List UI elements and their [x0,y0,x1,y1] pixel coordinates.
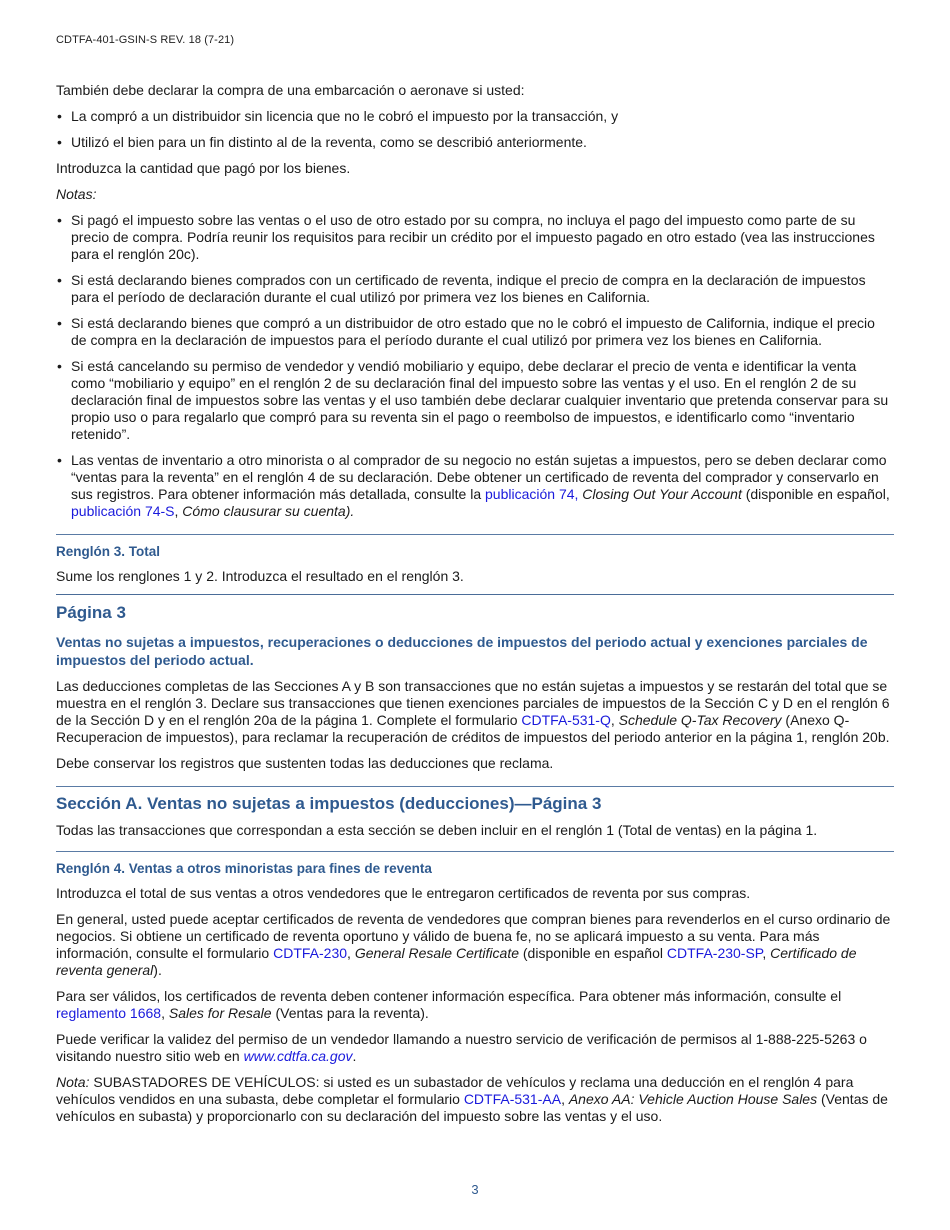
list-item: • La compró a un distribuidor sin licencia que no le cobró el impuesto por la transacción, y [56,108,894,125]
line4-paragraph: Introduzca el total de sus ventas a otros vendedores que le entregaron certificados de reventa por sus compras. [56,885,751,901]
document-body [56,82,894,1134]
line3-text: Sume los renglones 1 y 2. Introduzca el resultado en el renglón 3. [56,568,464,584]
regulation-1668-link[interactable]: reglamento 1668 [56,1005,162,1021]
cdtfa-531-q-link[interactable]: CDTFA-531-Q [521,712,611,728]
cdtfa-531-aa-link[interactable]: CDTFA-531-AA [463,1091,562,1107]
page3-heading: Página 3 [56,603,126,622]
divider [56,534,894,535]
page3-paragraph: Las deducciones completas de las Secciones A y B son transacciones que no están sujetas a impuestos y se restarán del total que se muestra en el renglón 3. Declare sus transacciones que tienen exenciones parciales de impuestos de la Sección C y D en el renglón 6 de la Sección D y en el renglón 20a de la página 1. Complete el formulario CDTFA-531-Q, Schedule Q-Tax Recovery (Anexo Q-Recuperacion de impuestos), para reclamar la recuperación de créditos de impuestos del periodo anterior en la página 1, renglón 20b. [56,678,890,745]
amount-instruction: Introduzca la cantidad que pagó por los bienes. [56,160,351,176]
line4-resale-paragraph: En general, usted puede aceptar certificados de reventa de vendedores que compran bienes para revenderlos en el curso ordinario de negocios. Si obtiene un certificado de reventa oportuno y válido de buena fe, no se aplicará impuesto a su venta. Para más información, consulte el formulario CDTFA-230, General Resale Certificate (disponible en español CDTFA-230-SP, Certificado de reventa general). [56,911,891,978]
line3-heading: Renglón 3. Total [56,544,160,559]
intro-bullet-list [56,108,894,151]
notes-list [56,212,894,520]
list-item: • Si pagó el impuesto sobre las ventas o el uso de otro estado por su compra, no incluya el pago del impuesto como parte de su precio de compra. Podría reunir los requisitos para recibir un crédito por el impuesto pagado en otro estado (vea las instrucciones para el renglón 20c). [56,212,894,263]
cdtfa-website-link[interactable]: www.cdtfa.ca.gov [243,1048,353,1064]
records-paragraph: Debe conservar los registros que sustenten todas las deducciones que reclama. [56,755,554,771]
list-item: • Utilizó el bien para un fin distinto al de la reventa, como se describió anteriormente. [56,134,894,151]
line4-validity-paragraph: Para ser válidos, los certificados de reventa deben contener información específica. Para obtener más información, consulte el reglamento 1668, Sales for Resale (Ventas para la reventa). [56,988,842,1021]
cdtfa-230-link[interactable]: CDTFA-230 [273,945,348,961]
list-item: • Las ventas de inventario a otro minorista o al comprador de su negocio no están sujetas a impuestos, pero se deben declarar como “ventas para la reventa” en el renglón 4 de su declaración. Debe obtener un certificado de reventa del comprador y conservarlo en sus registros. Para obtener información más detallada, consulte la publicación 74, Closing Out Your Account (disponible en español, publicación 74-S, Cómo clausurar su cuenta). [56,452,894,520]
divider [56,786,894,787]
publication-74s-link[interactable]: publicación 74-S [71,503,175,519]
list-item: • Si está cancelando su permiso de vendedor y vendió mobiliario y equipo, debe declarar el precio de venta e identificar la venta como “mobiliario y equipo” en el renglón 2 de su declaración final del impuesto sobre las ventas y el uso. En el renglón 2 de su declaración final de impuestos sobre las ventas y el uso también debe declarar cualquier inventario que pretenda conservar para su propio uso o para regalarlo que compró para su reventa sin el pago o reembolso de impuestos, e identificarlo como “inventario retenido”. [56,358,894,443]
section-a-text: Todas las transacciones que correspondan a esta sección se deben incluir en el renglón 1 (Total de ventas) en la página 1. [56,822,818,838]
cdtfa-230-sp-link[interactable]: CDTFA-230-SP [666,945,763,961]
publication-74-link[interactable]: publicación 74, [485,486,579,502]
line4-note-paragraph: Nota: SUBASTADORES DE VEHÍCULOS: si usted es un subastador de vehículos y reclama una deducción en el renglón 4 para vehículos vendidos en una subasta, debe completar el formulario CDTFA-531-AA, Anexo AA: Vehicle Auction House Sales (Ventas de vehículos en subasta) y proporcionarlo con su declaración del impuesto sobre las ventas y el uso. [56,1074,888,1124]
intro-paragraph: También debe declarar la compra de una embarcación o aeronave si usted: [56,82,525,98]
line4-heading: Renglón 4. Ventas a otros minoristas para fines de reventa [56,861,432,876]
list-item: • Si está declarando bienes comprados con un certificado de reventa, indique el precio de compra en la declaración de impuestos para el período de declaración durante el cual utilizó por primera vez los bienes en California. [56,272,894,306]
page3-subheading: Ventas no sujetas a impuestos, recuperaciones o deducciones de impuestos del periodo actual y exenciones parciales de impuestos del periodo actual. [56,634,868,668]
page-number: 3 [471,1182,479,1197]
divider [56,594,894,595]
notes-label: Notas: [56,186,97,202]
section-a-heading: Sección A. Ventas no sujetas a impuestos (deducciones)—Página 3 [56,794,602,813]
line4-verify-paragraph: Puede verificar la validez del permiso de un vendedor llamando a nuestro servicio de verificación de permisos al 1-888-225-5263 o visitando nuestro sitio web en www.cdtfa.ca.gov. [56,1031,867,1064]
divider [56,851,894,852]
form-id-header: CDTFA-401-GSIN-S REV. 18 (7-21) [56,34,235,46]
list-item: • Si está declarando bienes que compró a un distribuidor de otro estado que no le cobró el impuesto de California, indique el precio de compra en la declaración de impuestos para el período durante el cual utilizó por primera vez los bienes en California. [56,315,894,349]
